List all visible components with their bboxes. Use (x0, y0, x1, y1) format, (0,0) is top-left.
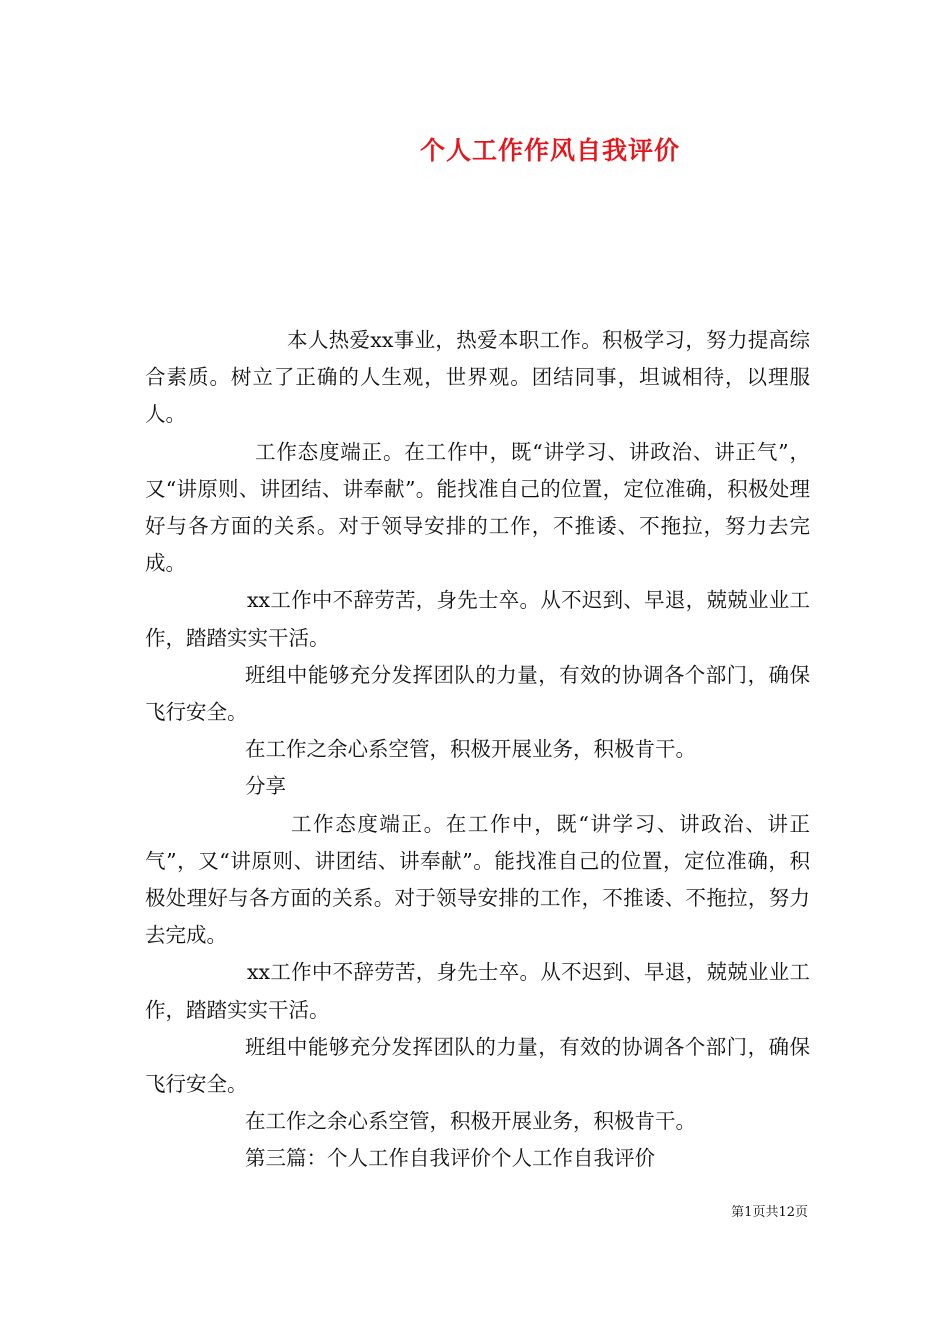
paragraph: 在工作之余心系空管，积极开展业务，积极肯干。 (245, 1109, 696, 1134)
paragraph: xx工作中不辞劳苦，身先士卒。从不迟到、早退，兢兢业业工作，踏踏实实干活。 (145, 960, 810, 1022)
paragraph: 本人热爱xx事业，热爱本职工作。积极学习，努力提高综合素质。树立了正确的人生观，世界观。团结同事，坦诚相待，以理服人。 (145, 328, 810, 427)
page-number-footer: 第1页共12页 (731, 1205, 808, 1220)
paragraph: 工作态度端正。在工作中，既“讲学习、讲政治、讲正气”，又“讲原则、讲团结、讲奉献”。能找准自己的位置，定位准确，积极处理好与各方面的关系。对于领导安排的工作，不推诿、不拖拉，努力去完成。 (145, 811, 810, 948)
paragraph: 分享 (245, 774, 286, 799)
paragraph: xx工作中不辞劳苦，身先士卒。从不迟到、早退，兢兢业业工作，踏踏实实干活。 (145, 588, 810, 650)
paragraph: 在工作之余心系空管，积极开展业务，积极肯干。 (245, 737, 696, 762)
document-body (145, 322, 810, 1178)
paragraph: 班组中能够充分发挥团队的力量，有效的协调各个部门，确保飞行安全。 (145, 662, 810, 725)
document-title: 个人工作作风自我评价 (419, 136, 680, 165)
paragraph: 第三篇：个人工作自我评价个人工作自我评价 (245, 1146, 655, 1171)
paragraph: 班组中能够充分发挥团队的力量，有效的协调各个部门，确保飞行安全。 (145, 1034, 810, 1097)
paragraph: 工作态度端正。在工作中，既“讲学习、讲政治、讲正气”，又“讲原则、讲团结、讲奉献”。能找准自己的位置，定位准确，积极处理好与各方面的关系。对于领导安排的工作，不推诿、不拖拉，努力去完成。 (145, 439, 810, 576)
